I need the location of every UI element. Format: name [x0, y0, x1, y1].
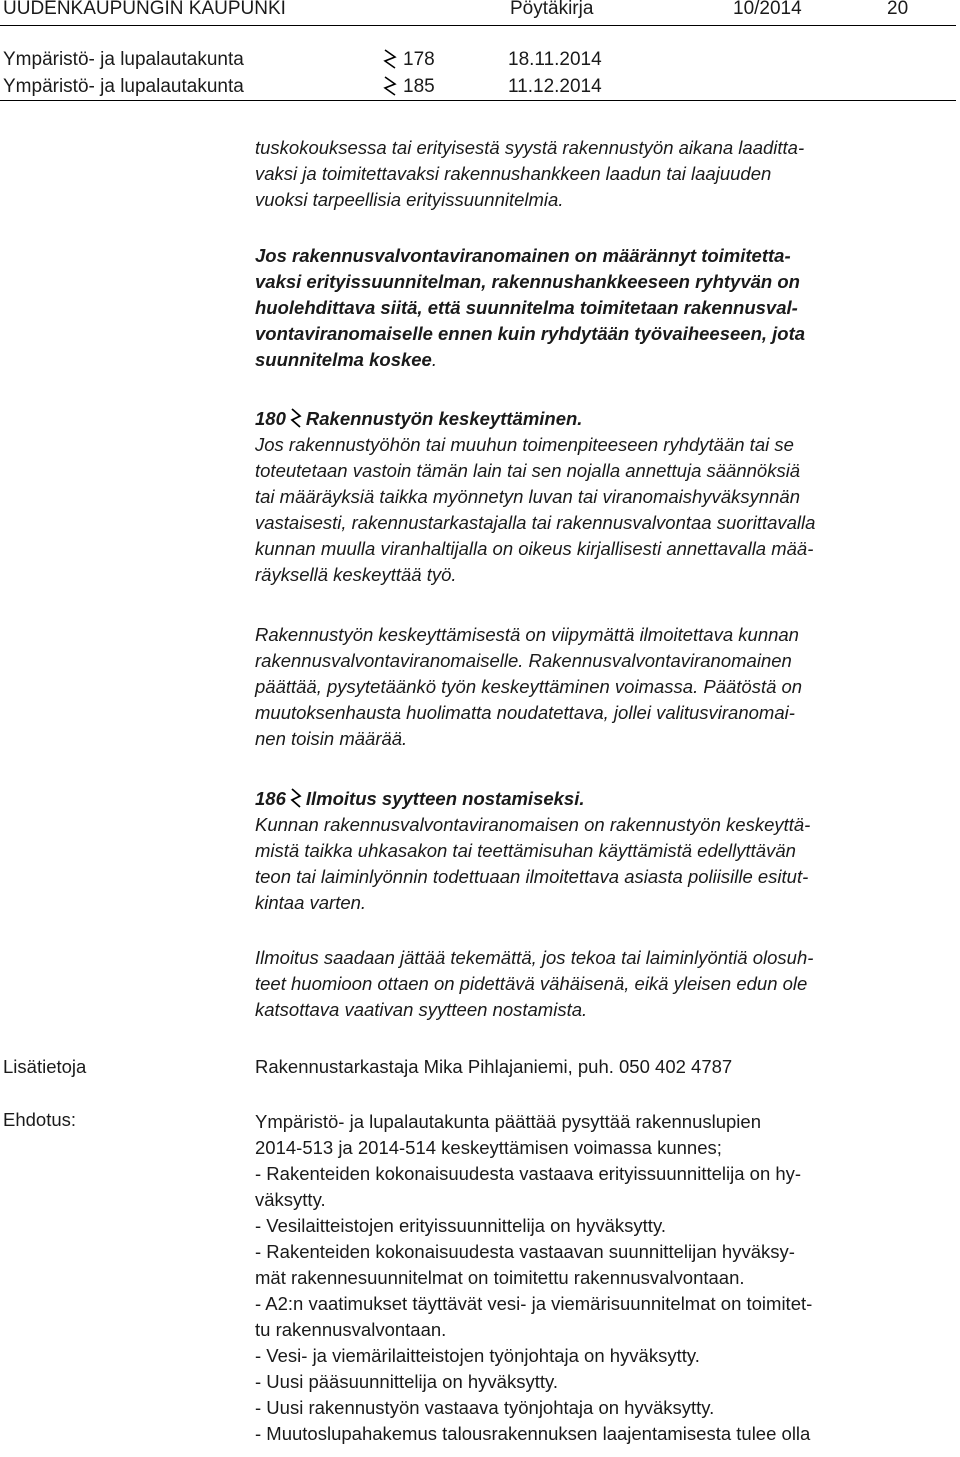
- section-icon: [290, 787, 302, 809]
- meeting-date: 18.11.2014: [508, 49, 602, 70]
- meeting-date: 11.12.2014: [508, 76, 602, 97]
- paragraph-5: Kunnan rakennusvalvontaviranomaisen on rakennustyön keskeyttä- mistä taikka uhkasakon tai teettämisuhan käyttämistä edellyttävän teon tai laiminlyönnin todettuaan ilmoitettava asiasta poliisille esitut- kintaa varten.: [255, 814, 811, 913]
- paragraph-6: Ilmoitus saadaan jättää tekemättä, jos tekoa tai laiminlyöntiä olosuh- teet huomioon ottaen on pidettävä vähäisenä, eikä yleisen edun ole katsottava vaativan syytteen nostamista.: [255, 947, 814, 1020]
- meeting-body: Ympäristö- ja lupalautakunta: [3, 49, 244, 70]
- paragraph-1: tuskokouksessa tai erityisestä syystä rakennustyön aikana laaditta- vaksi ja toimitettavaksi rakennushankkeen laadun tai laajuuden vuoksi tarpeellisia erityissuunnitelmia.: [255, 137, 805, 210]
- doc-number: 10/2014: [733, 0, 802, 19]
- document-header: [0, 0, 960, 101]
- meeting-section: 185: [403, 76, 435, 97]
- paragraph-2: Jos rakennusvalvontaviranomainen on määrännyt toimitetta- vaksi erityissuunnitelman, rakennushankkeeseen ryhtyvän on huolehdittava siitä, että suunnitelma toimitetaan rakennusval- vontaviranomaiselle ennen kuin ryhdytään työvaiheeseen, jota suunnitelma koskee.: [255, 245, 806, 370]
- org-name: UUDENKAUPUNGIN KAUPUNKI: [3, 0, 286, 19]
- proposal-label: Ehdotus:: [3, 1109, 77, 1130]
- section-icon: [383, 48, 397, 77]
- paragraph-3: Jos rakennustyöhön tai muuhun toimenpiteeseen ryhdytään tai se toteutetaan vastoin tämän lain tai sen nojalla annettuja säännöksiä tai määräyksiä taikka myönnetyn luvan tai viranomaishyväksynnän vastaisesti, rakennustarkastajalla tai rakennusvalvontaa suorittavalla kunnan muulla viranhaltijalla on oikeus kirjallisesti annettavalla mää- räyksellä keskeyttää työ.: [255, 434, 816, 585]
- section-186: [255, 786, 955, 916]
- info-text: Rakennustarkastaja Mika Pihlajaniemi, puh. 050 402 4787: [255, 1056, 733, 1077]
- header-bottom-rule: [0, 100, 956, 101]
- page-number: 20: [887, 0, 909, 19]
- section-180-heading: 180 Rakennustyön keskeyttäminen.: [255, 408, 583, 429]
- section-icon: [290, 407, 302, 429]
- meeting-body: Ympäristö- ja lupalautakunta: [3, 76, 244, 97]
- info-label: Lisätietoja: [3, 1056, 87, 1077]
- section-186-heading: 186 Ilmoitus syytteen nostamiseksi.: [255, 788, 585, 809]
- doc-type: Pöytäkirja: [510, 0, 594, 19]
- meeting-section: 178: [403, 49, 435, 70]
- proposal-text: Ympäristö- ja lupalautakunta päättää pysyttää rakennuslupien 2014-513 ja 2014-514 keskeyttämisen voimassa kunnes; - Rakenteiden kokonaisuudesta vastaava erityissuunnittelija on hy- väksytty. - Vesilaitteistojen erityissuunnittelija on hyväksytty. - Rakenteiden kokonaisuudesta vastaavan suunnittelijan hyväksy- mät rakennesuunnitelmat on toimitettu rakennusvalvontaan. - A2:n vaatimukset täyttävät vesi- ja viemärisuunnitelmat on toimitet- tu rakennusvalvontaan. - Vesi- ja viemärilaitteistojen työnjohtaja on hyväksytty. - Uusi pääsuunnittelija on hyväksytty. - Uusi rakennustyön vastaava työnjohtaja on hyväksytty. - Muutoslupahakemus talousrakennuksen laajentamisesta tulee olla: [255, 1111, 813, 1444]
- section-180: [255, 406, 955, 588]
- header-top-rule: [0, 25, 956, 26]
- paragraph-4: Rakennustyön keskeyttämisestä on viipymättä ilmoitettava kunnan rakennusvalvontaviranomaiselle. Rakennusvalvontaviranomainen päättää, pysytetäänkö työn keskeyttäminen voimassa. Päätöstä on muutoksenhausta huolimatta noudatettava, jollei valitusviranomai- nen toisin määrää.: [255, 624, 803, 749]
